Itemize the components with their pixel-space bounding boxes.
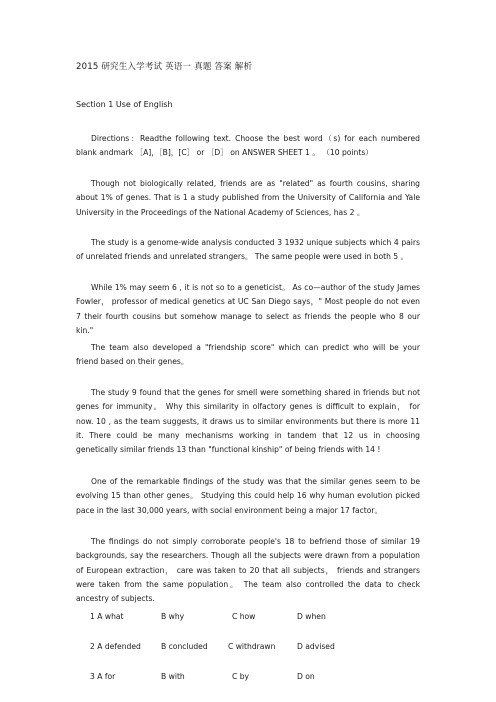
option-a: 3 A for [90,672,116,681]
paragraph: While 1% may seem 6 , it is not so to a geneticist。 As co—author of the study James Fowler， professor of medical genetics at UC San Diego says，" Most people do not even 7 their fourth cousins but somehow manage to select as friends the people who 8 our kin." [76,283,420,335]
paragraph: Though not biologically related, friends are as "related" as fourth cousins, sharing about 1% of genes. That is 1 a study published from the University of California and Yale University in the Proceedings of the National Academy of Sciences, has 2 。 [76,179,420,217]
paragraph: The study 9 found that the genes for smell were something shared in friends but not genes for immunity。 Why this similarity in olfactory genes is difficult to explain， for now. 10 , as the team suggests, it draws us to similar environments but there is more 11 it. There could be many mechanisms working in tandem that 12 us in choosing genetically similar friends 13 than "functional kinship" of being friends with 14 ! [76,388,420,455]
paragraph: The study is a genome-wide analysis conducted 3 1932 unique subjects which 4 pairs of unrelated friends and unrelated strangers。 The same people were used in both 5 。 [76,238,420,262]
option-d: D advised [297,642,335,651]
option-c: C withdrawn [228,642,276,651]
option-b: B why [161,612,185,621]
option-c: C by [232,672,250,681]
option-a: 1 A what [90,612,124,621]
paragraph: One of the remarkable findings of the study was that the similar genes seem to be evolving 15 than other genes。 Studying this could help 16 why human evolution picked pace in the last 30,000 years, with social environment being a major 17 factor。 [76,477,420,515]
option-d: D on [297,672,315,681]
option-b: B concluded [161,642,208,651]
paragraph: The findings do not simply corroborate people's 18 to befriend those of similar 19 backgrounds, say the researchers. Though all the subjects were drawn from a population of European extraction， care was taken to 20 that all subjects， friends and strangers were taken from the same population。 The team also controlled the data to check ancestry of subjects. [76,537,420,604]
option-a: 2 A defended [90,642,141,651]
option-b: B with [161,672,185,681]
document-title: 2015 研究生入学考试 英语一 真题 答案 解析 [76,62,253,72]
option-d: D when [297,612,326,621]
option-c: C how [232,612,256,621]
paragraph: Directions：Readthe following text. Choose the best word（s) for each numbered blank andmark ［A]，［B]，[C］ or ［D］ on ANSWER SHEET 1 。 （10 points） [76,134,420,158]
section-heading: Section 1 Use of English [76,100,173,109]
paragraph: The team also developed a "friendship score" which can predict who will be your friend based on their genes。 [76,343,420,367]
